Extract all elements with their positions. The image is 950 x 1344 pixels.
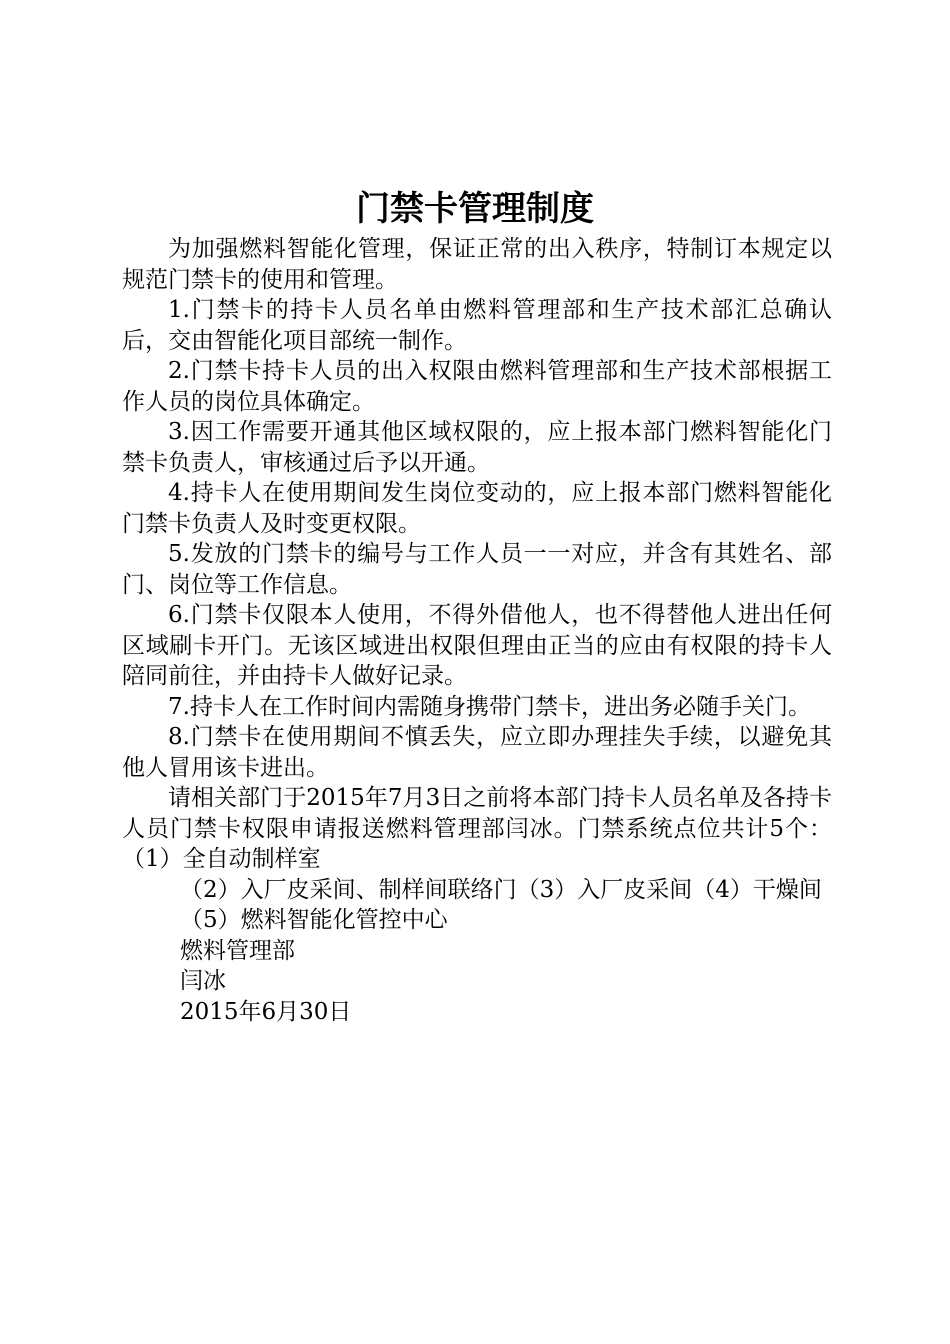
rule-3: 3.因工作需要开通其他区域权限的，应上报本部门燃料智能化门禁卡负责人，审核通过后予以开通。 bbox=[122, 419, 832, 476]
points-line-2: （2）入厂皮采间、制样间联络门（3）入厂皮采间（4）干燥间 bbox=[180, 876, 822, 903]
rule-4: 4.持卡人在使用期间发生岗位变动的，应上报本部门燃料智能化门禁卡负责人及时变更权限。 bbox=[122, 480, 832, 537]
intro-paragraph: 为加强燃料智能化管理，保证正常的出入秩序，特制订本规定以规范门禁卡的使用和管理。 bbox=[122, 236, 832, 293]
rule-1: 1.门禁卡的持卡人员名单由燃料管理部和生产技术部汇总确认后，交由智能化项目部统一制作。 bbox=[122, 297, 832, 354]
rule-7: 7.持卡人在工作时间内需随身携带门禁卡，进出务必随手关门。 bbox=[168, 693, 811, 720]
document-title: 门禁卡管理制度 bbox=[356, 189, 594, 229]
request-paragraph: 请相关部门于2015年7月3日之前将本部门持卡人员名单及各持卡人员门禁卡权限申请报送燃料管理部闫冰。门禁系统点位共计5个：（1）全自动制样室 bbox=[122, 785, 832, 872]
points-line-3: （5）燃料智能化管控中心 bbox=[180, 907, 448, 933]
document-body bbox=[122, 234, 832, 1027]
signature-date: 2015年6月30日 bbox=[180, 998, 352, 1025]
rule-6: 6.门禁卡仅限本人使用，不得外借他人，也不得替他人进出任何区域刷卡开门。无该区域进出权限但理由正当的应由有权限的持卡人陪同前往，并由持卡人做好记录。 bbox=[122, 602, 832, 689]
rule-8: 8.门禁卡在使用期间不慎丢失，应立即办理挂失手续，以避免其他人冒用该卡进出。 bbox=[122, 724, 832, 781]
rule-5: 5.发放的门禁卡的编号与工作人员一一对应，并含有其姓名、部门、岗位等工作信息。 bbox=[122, 541, 832, 598]
signature-department: 燃料管理部 bbox=[180, 937, 295, 964]
rule-2: 2.门禁卡持卡人员的出入权限由燃料管理部和生产技术部根据工作人员的岗位具体确定。 bbox=[122, 358, 832, 415]
signature-name: 闫冰 bbox=[180, 968, 226, 994]
